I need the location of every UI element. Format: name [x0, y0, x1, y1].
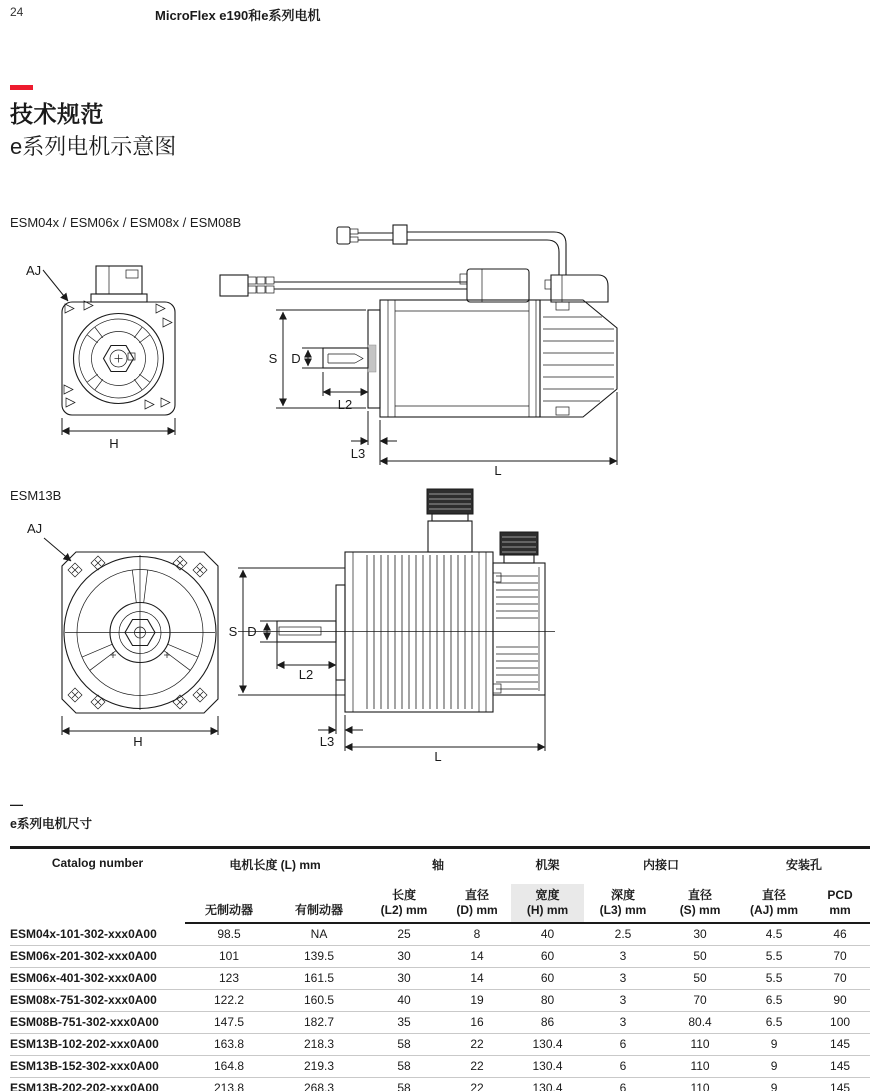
value-cell: 30 [365, 968, 443, 990]
table-row [10, 990, 870, 1012]
page-number: 24 [10, 5, 24, 19]
value-cell: 213.8 [213, 1081, 245, 1091]
value-cell: 5.5 [738, 968, 810, 990]
value-cell: 3 [584, 990, 662, 1012]
fig2-dim-l-label: L [434, 749, 442, 764]
subheader-pcd: PCD mm [810, 884, 870, 923]
value-cell: 130.4 [532, 1081, 563, 1091]
table-row [10, 946, 870, 968]
value-cell: 122.2 [185, 990, 273, 1012]
value-cell: 161.5 [273, 968, 365, 990]
catalog-cell: ESM13B-202-202-xxx0A00 [10, 1081, 159, 1091]
document-header-title: MicroFlex e190和e系列电机 [155, 8, 321, 23]
value-cell: 130.4 [511, 1034, 584, 1056]
fig1-front-view [26, 263, 175, 451]
value-cell: 3 [584, 946, 662, 968]
value-cell: 90 [810, 990, 870, 1012]
value-cell: 58 [397, 1081, 411, 1091]
value-cell: 70 [810, 968, 870, 990]
esm04-08-diagram [10, 212, 665, 478]
value-cell: 30 [662, 923, 738, 946]
fig2-dim-h-label: H [133, 734, 143, 749]
catalog-cell: ESM08B-751-302-xxx0A00 [10, 1012, 185, 1034]
value-cell: 6.5 [738, 1012, 810, 1034]
subheader-length-l2: 长度 (L2) mm [365, 884, 443, 923]
table-row [10, 968, 870, 990]
section-title: 技术规范 [10, 101, 104, 127]
value-cell: 35 [365, 1012, 443, 1034]
section-subtitle: e系列电机示意图 [10, 134, 177, 159]
fig1-dim-s-label: S [268, 351, 278, 366]
value-cell: 218.3 [273, 1034, 365, 1056]
esm13b-diagram [10, 483, 665, 783]
value-cell: 22 [470, 1081, 484, 1091]
subheader-diameter-d: 直径 (D) mm [443, 884, 511, 923]
table-section-dash: — [10, 797, 23, 812]
value-cell: 139.5 [273, 946, 365, 968]
value-cell: 70 [662, 990, 738, 1012]
catalog-number-header: Catalog number [51, 856, 144, 870]
value-cell: 9 [738, 1034, 810, 1056]
value-cell: 46 [810, 923, 870, 946]
figure1-label: ESM04x / ESM06x / ESM08x / ESM08B [10, 215, 242, 230]
value-cell: 9 [770, 1081, 778, 1091]
value-cell: 100 [810, 1012, 870, 1034]
value-cell: 4.5 [738, 923, 810, 946]
fig2-dim-l2-label: L2 [298, 667, 314, 682]
value-cell: 101 [185, 946, 273, 968]
value-cell: 30 [365, 946, 443, 968]
value-cell: 58 [365, 1056, 443, 1078]
value-cell: 19 [443, 990, 511, 1012]
fig2-dim-aj-label: AJ [27, 521, 43, 536]
group-header-motor-length: 电机长度 (L) mm [229, 858, 321, 872]
catalog-cell: ESM04x-101-302-xxx0A00 [10, 923, 185, 946]
value-cell: 22 [443, 1034, 511, 1056]
fig2-dim-l3-label: L3 [319, 734, 335, 749]
value-cell: 50 [662, 968, 738, 990]
table-section-title: e系列电机尺寸 [10, 817, 92, 831]
group-header-mounting-holes: 安装孔 [786, 858, 823, 872]
fig1-side-view [220, 225, 617, 478]
fig1-dim-aj-label: AJ [26, 263, 42, 278]
fig1-dim-d-label: D [291, 351, 301, 366]
value-cell: 60 [511, 968, 584, 990]
value-cell: 145 [830, 1081, 851, 1091]
value-cell: 16 [443, 1012, 511, 1034]
fig2-dim-d-label: D [247, 624, 257, 639]
fig1-dim-l3-label: L3 [350, 446, 366, 461]
fig1-dim-l2-label: L2 [337, 397, 353, 412]
fig1-dim-l-label: L [494, 463, 502, 478]
value-cell: 123 [185, 968, 273, 990]
value-cell: 219.3 [273, 1056, 365, 1078]
table-row [10, 923, 870, 946]
value-cell: 40 [365, 990, 443, 1012]
subheader-width-h: 宽度 (H) mm [511, 884, 584, 923]
subheader-diameter-aj: 直径 (AJ) mm [738, 884, 810, 923]
value-cell: 8 [443, 923, 511, 946]
catalog-cell: ESM13B-152-302-xxx0A00 [10, 1056, 185, 1078]
value-cell: 164.8 [185, 1056, 273, 1078]
value-cell: 70 [810, 946, 870, 968]
value-cell: 110 [662, 1034, 738, 1056]
subheader-no-brake: 无制动器 [185, 884, 273, 923]
value-cell: 182.7 [273, 1012, 365, 1034]
value-cell: 145 [810, 1034, 870, 1056]
table-group-header-row [10, 848, 870, 885]
value-cell: 98.5 [185, 923, 273, 946]
catalog-cell: ESM13B-102-202-xxx0A00 [10, 1034, 185, 1056]
catalog-cell: ESM06x-201-302-xxx0A00 [10, 946, 185, 968]
subheader-diameter-s: 直径 (S) mm [662, 884, 738, 923]
value-cell: 25 [365, 923, 443, 946]
table-row [10, 1034, 870, 1056]
value-cell: 145 [810, 1056, 870, 1078]
figure2-label: ESM13B [10, 488, 62, 503]
subheader-with-brake: 有制动器 [273, 884, 365, 923]
value-cell: 6.5 [738, 990, 810, 1012]
value-cell: 86 [511, 1012, 584, 1034]
group-header-frame: 机架 [535, 858, 560, 872]
value-cell: 14 [443, 968, 511, 990]
fig1-dim-h-label: H [109, 436, 119, 451]
value-cell: 9 [738, 1056, 810, 1078]
value-cell: 147.5 [185, 1012, 273, 1034]
value-cell: 110 [690, 1081, 710, 1091]
fig2-side-view [229, 489, 555, 764]
group-header-shaft: 轴 [432, 858, 445, 872]
value-cell: 6 [584, 1056, 662, 1078]
value-cell: 40 [511, 923, 584, 946]
red-accent-dash [10, 85, 33, 90]
catalog-cell: ESM06x-401-302-xxx0A00 [10, 968, 185, 990]
value-cell: 6 [619, 1081, 627, 1091]
value-cell: 160.5 [273, 990, 365, 1012]
fig2-front-view [27, 521, 218, 749]
value-cell: 58 [365, 1034, 443, 1056]
value-cell: 22 [443, 1056, 511, 1078]
value-cell: 5.5 [738, 946, 810, 968]
value-cell: 50 [662, 946, 738, 968]
value-cell: 6 [584, 1034, 662, 1056]
value-cell: 110 [662, 1056, 738, 1078]
value-cell: 60 [511, 946, 584, 968]
value-cell: NA [273, 923, 365, 946]
value-cell: 130.4 [511, 1056, 584, 1078]
subheader-depth-l3: 深度 (L3) mm [584, 884, 662, 923]
value-cell: 3 [584, 1012, 662, 1034]
catalog-cell: ESM08x-751-302-xxx0A00 [10, 990, 185, 1012]
table-row [10, 1012, 870, 1034]
value-cell: 80.4 [662, 1012, 738, 1034]
value-cell: 3 [584, 968, 662, 990]
value-cell: 80 [511, 990, 584, 1012]
motor-dimensions-table [10, 846, 870, 1091]
fig2-dim-s-label: S [228, 624, 238, 639]
group-header-spigot: 内接口 [643, 858, 680, 872]
table-row [10, 1056, 870, 1078]
value-cell: 2.5 [584, 923, 662, 946]
value-cell: 14 [443, 946, 511, 968]
value-cell: 268.3 [303, 1081, 335, 1091]
value-cell: 163.8 [185, 1034, 273, 1056]
table-row [10, 1078, 870, 1091]
